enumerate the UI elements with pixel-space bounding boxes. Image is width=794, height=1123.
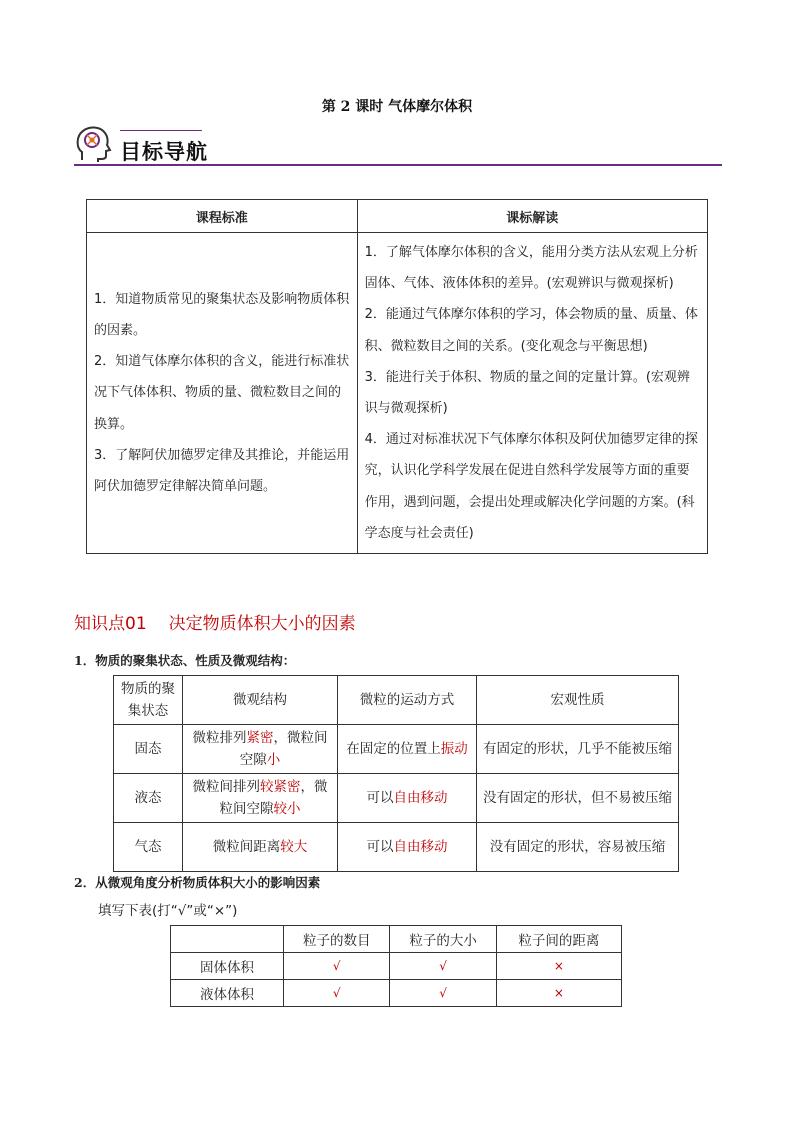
table-row: [171, 953, 622, 980]
standard-item: 3．了解阿伏加德罗定律及其推论，并能运用阿伏加德罗定律解决简单问题。: [94, 447, 350, 495]
structure-cell: 微粒间距离较大: [183, 823, 338, 872]
table-header: 微粒的运动方式: [338, 676, 477, 725]
table-row: [114, 725, 679, 774]
volume-factors-table: [170, 925, 622, 1007]
state-cell: 固态: [114, 725, 183, 774]
interpretation-item: 2．能通过气体摩尔体积的学习，体会物质的量、质量、体积、微粒数目之间的关系。(变化观念与平衡思想): [364, 307, 698, 354]
knowledge-point-heading: [74, 609, 378, 634]
answer-mark: ×: [496, 980, 621, 1007]
question-1-heading: 1．物质的聚集状态、性质及微观结构：: [74, 653, 296, 668]
table-header: 粒子间的距离: [496, 926, 621, 953]
standard-item: 2．知道气体摩尔体积的含义，能进行标准状况下气体体积、物质的量、微粒数目之间的换算。: [94, 354, 350, 432]
motion-cell: 在固定的位置上振动: [338, 725, 477, 774]
interpretation-item: 3．能进行关于体积、物质的量之间的定量计算。(宏观辨识与微观探析): [364, 369, 690, 417]
course-standards-cell: [87, 233, 358, 554]
table-header: 物质的聚集状态: [114, 676, 183, 725]
interpretation-item: 1．了解气体摩尔体积的含义，能用分类方法从宏观上分析固体、气体、液体体积的差异。(宏观辨识与微观探析): [364, 245, 698, 292]
table-header: [171, 926, 284, 953]
section-divider: [74, 164, 722, 166]
motion-cell: 可以自由移动: [338, 823, 477, 872]
knowledge-point-number: 知识点01: [74, 614, 147, 634]
standard-item: 1．知道物质常见的聚集状态及影响物质体积的因素。: [94, 291, 350, 338]
answer-mark: √: [284, 953, 390, 980]
table-row: [114, 823, 679, 872]
answer-mark: √: [390, 980, 496, 1007]
answer-mark: ×: [496, 953, 621, 980]
knowledge-point-title: 决定物质体积大小的因素: [168, 614, 356, 634]
table-row: [114, 774, 679, 823]
answer-mark: √: [390, 953, 496, 980]
table-header: 课程标准: [87, 200, 358, 233]
state-cell: 液态: [114, 774, 183, 823]
table-header: 粒子的数目: [284, 926, 390, 953]
interpretation-item: 4．通过对标准状况下气体摩尔体积及阿伏加德罗定律的探究，认识化学科学发展在促进自然科学发展等方面的重要作用，遇到问题，会提出处理或解决化学问题的方案。(科学态度与社会责任): [364, 432, 698, 541]
fill-instruction: 填写下表(打“√”或“×”): [98, 903, 238, 919]
table-row: [171, 980, 622, 1007]
table-header: 课标解读: [357, 200, 707, 233]
structure-cell: 微粒间排列较紧密，微粒间空隙较小: [183, 774, 338, 823]
property-cell: 有固定的形状，几乎不能被压缩: [477, 725, 679, 774]
question-2-heading: 2．从微观角度分析物质体积大小的影响因素: [74, 875, 321, 890]
standard-interpretation-cell: [357, 233, 707, 554]
table-header: 微观结构: [183, 676, 338, 725]
page-title: 第 2 课时 气体摩尔体积: [321, 99, 473, 115]
section-header: 目标导航: [120, 140, 208, 164]
state-structure-table: [113, 675, 679, 872]
answer-mark: √: [284, 980, 390, 1007]
row-label: 液体体积: [171, 980, 284, 1007]
header-accent-line: [120, 130, 202, 131]
table-header: 粒子的大小: [390, 926, 496, 953]
state-cell: 气态: [114, 823, 183, 872]
property-cell: 没有固定的形状，容易被压缩: [477, 823, 679, 872]
head-gear-icon: [74, 124, 112, 164]
motion-cell: 可以自由移动: [338, 774, 477, 823]
structure-cell: 微粒排列紧密，微粒间空隙小: [183, 725, 338, 774]
standards-table: [86, 199, 708, 554]
property-cell: 没有固定的形状，但不易被压缩: [477, 774, 679, 823]
table-header: 宏观性质: [477, 676, 679, 725]
row-label: 固体体积: [171, 953, 284, 980]
